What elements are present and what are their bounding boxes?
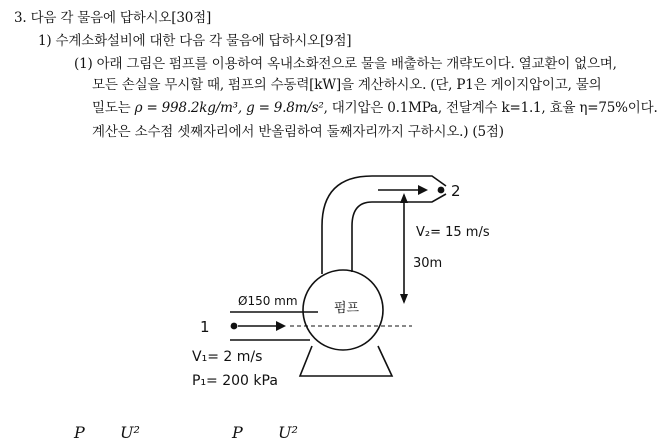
point-2-marker — [438, 187, 445, 194]
formula-fragment-p2: P — [232, 423, 243, 442]
sub-question-heading: 1) 수계소화설비에 대한 다음 각 물음에 답하시오[9점] — [38, 33, 352, 49]
pipe-diameter-label: Ø150 mm — [238, 294, 298, 308]
pump-label: 펌프 — [334, 301, 360, 316]
height-arrow-bottom — [400, 294, 408, 304]
formula-fragment-u2: U² — [278, 423, 298, 442]
formula-fragment-u1: U² — [120, 423, 140, 442]
v1-label: V₁= 2 m/s — [192, 349, 263, 365]
pump-diagram — [0, 150, 672, 400]
point-1-marker — [231, 323, 238, 330]
v2-label: V₂= 15 m/s — [416, 225, 490, 240]
problem-text-line-4: 계산은 소수점 셋째자리에서 반올림하여 둘째자리까지 구하시오.) (5점) — [92, 124, 504, 140]
outlet-arrow-head — [418, 185, 428, 195]
problem-text-line-3-start: 밀도는 — [92, 100, 135, 116]
problem-text-line-2: 모든 손실을 무시할 때, 펌프의 수동력[kW]을 계산하시오. (단, P1은 게이지압이고, 물의 — [92, 77, 602, 93]
p1-label: P₁= 200 kPa — [192, 373, 278, 389]
density-gravity-formula: ρ = 998.2kg/m³, g = 9.8m/s² — [134, 100, 324, 116]
problem-text-line-1: (1) 아래 그림은 펌프를 이용하여 옥내소화전으로 물을 배출하는 개략도이다. 열교환이 없으며, — [74, 56, 617, 72]
problem-text-line-3 — [92, 96, 658, 116]
point-2-label: 2 — [451, 182, 461, 200]
question-heading: 3. 다음 각 물음에 답하시오[30점] — [14, 10, 212, 26]
point-1-label: 1 — [200, 318, 210, 336]
inlet-arrow-head — [276, 321, 286, 331]
height-label: 30m — [413, 256, 443, 271]
problem-text-line-3-end: , 대기압은 0.1MPa, 전달계수 k=1.1, 효율 η=75%이다. — [323, 100, 658, 116]
height-arrow-top — [400, 193, 408, 203]
formula-fragment-p1: P — [74, 423, 85, 442]
